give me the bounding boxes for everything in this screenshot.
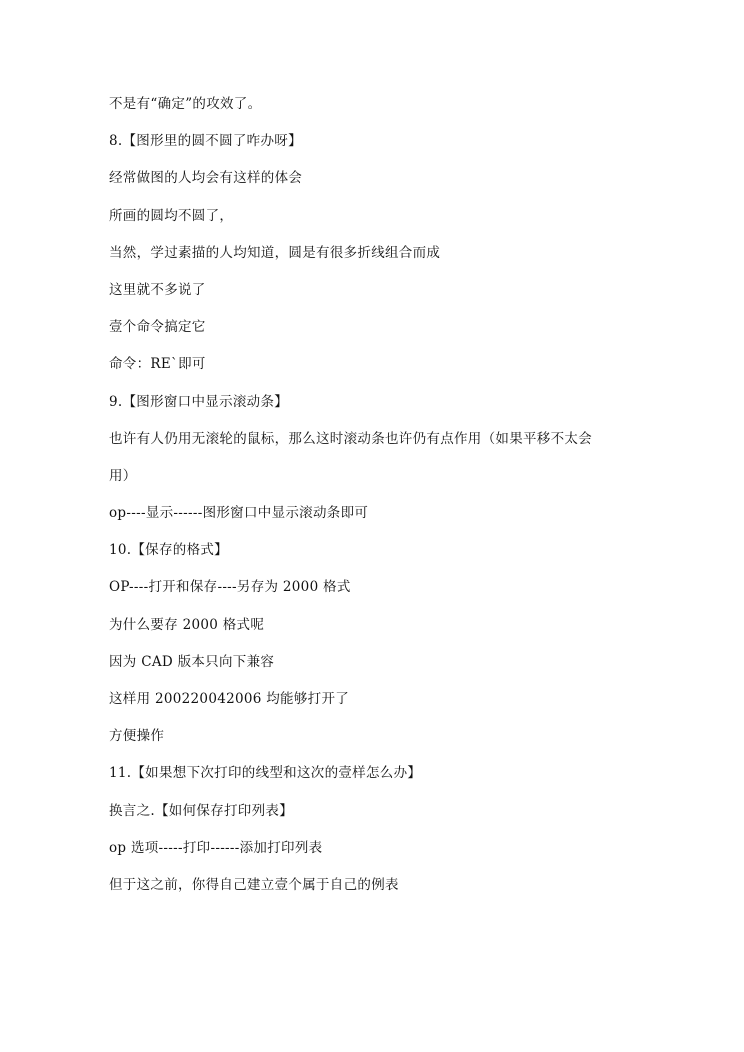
section-heading: 8.【图形里的圆不圆了咋办呀】 — [109, 133, 302, 150]
text-line: 为什么要存 2000 格式呢 — [109, 616, 265, 633]
text-line: 经常做图的人均会有这样的体会 — [109, 170, 303, 187]
text-line: 这里就不多说了 — [109, 281, 206, 298]
text-line: 因为 CAD 版本只向下兼容 — [109, 653, 275, 670]
text-line: OP----打开和保存----另存为 2000 格式 — [109, 579, 351, 596]
text-line: 不是有“确定”的攻效了。 — [109, 96, 262, 112]
section-heading: 9.【图形窗口中显示滚动条】 — [109, 393, 289, 410]
text-line: 换言之.【如何保存打印列表】 — [109, 802, 293, 819]
text-line: 但于这之前，你得自己建立壹个属于自己的例表 — [109, 876, 399, 893]
text-line: 也许有人仍用无滚轮的鼠标，那么这时滚动条也许仍有点作用（如果平移不太会 — [109, 430, 592, 447]
text-line: op----显示------图形窗口中显示滚动条即可 — [109, 505, 369, 522]
text-line: 方便操作 — [109, 728, 165, 745]
document-body — [109, 93, 649, 911]
text-line: 命令：RE`即可 — [109, 356, 206, 373]
text-line: 这样用 200220042006 均能够打开了 — [109, 691, 350, 707]
text-line: 壹个命令搞定它 — [109, 319, 206, 336]
section-heading: 11.【如果想下次打印的线型和这次的壹样怎么办】 — [109, 765, 422, 782]
text-line: 用） — [109, 467, 137, 484]
text-line: 所画的圆均不圆了， — [109, 207, 234, 224]
section-heading: 10.【保存的格式】 — [109, 542, 228, 559]
text-line: 当然，学过素描的人均知道，圆是有很多折线组合而成 — [109, 244, 441, 261]
text-line: op 选项-----打印------添加打印列表 — [109, 839, 323, 856]
